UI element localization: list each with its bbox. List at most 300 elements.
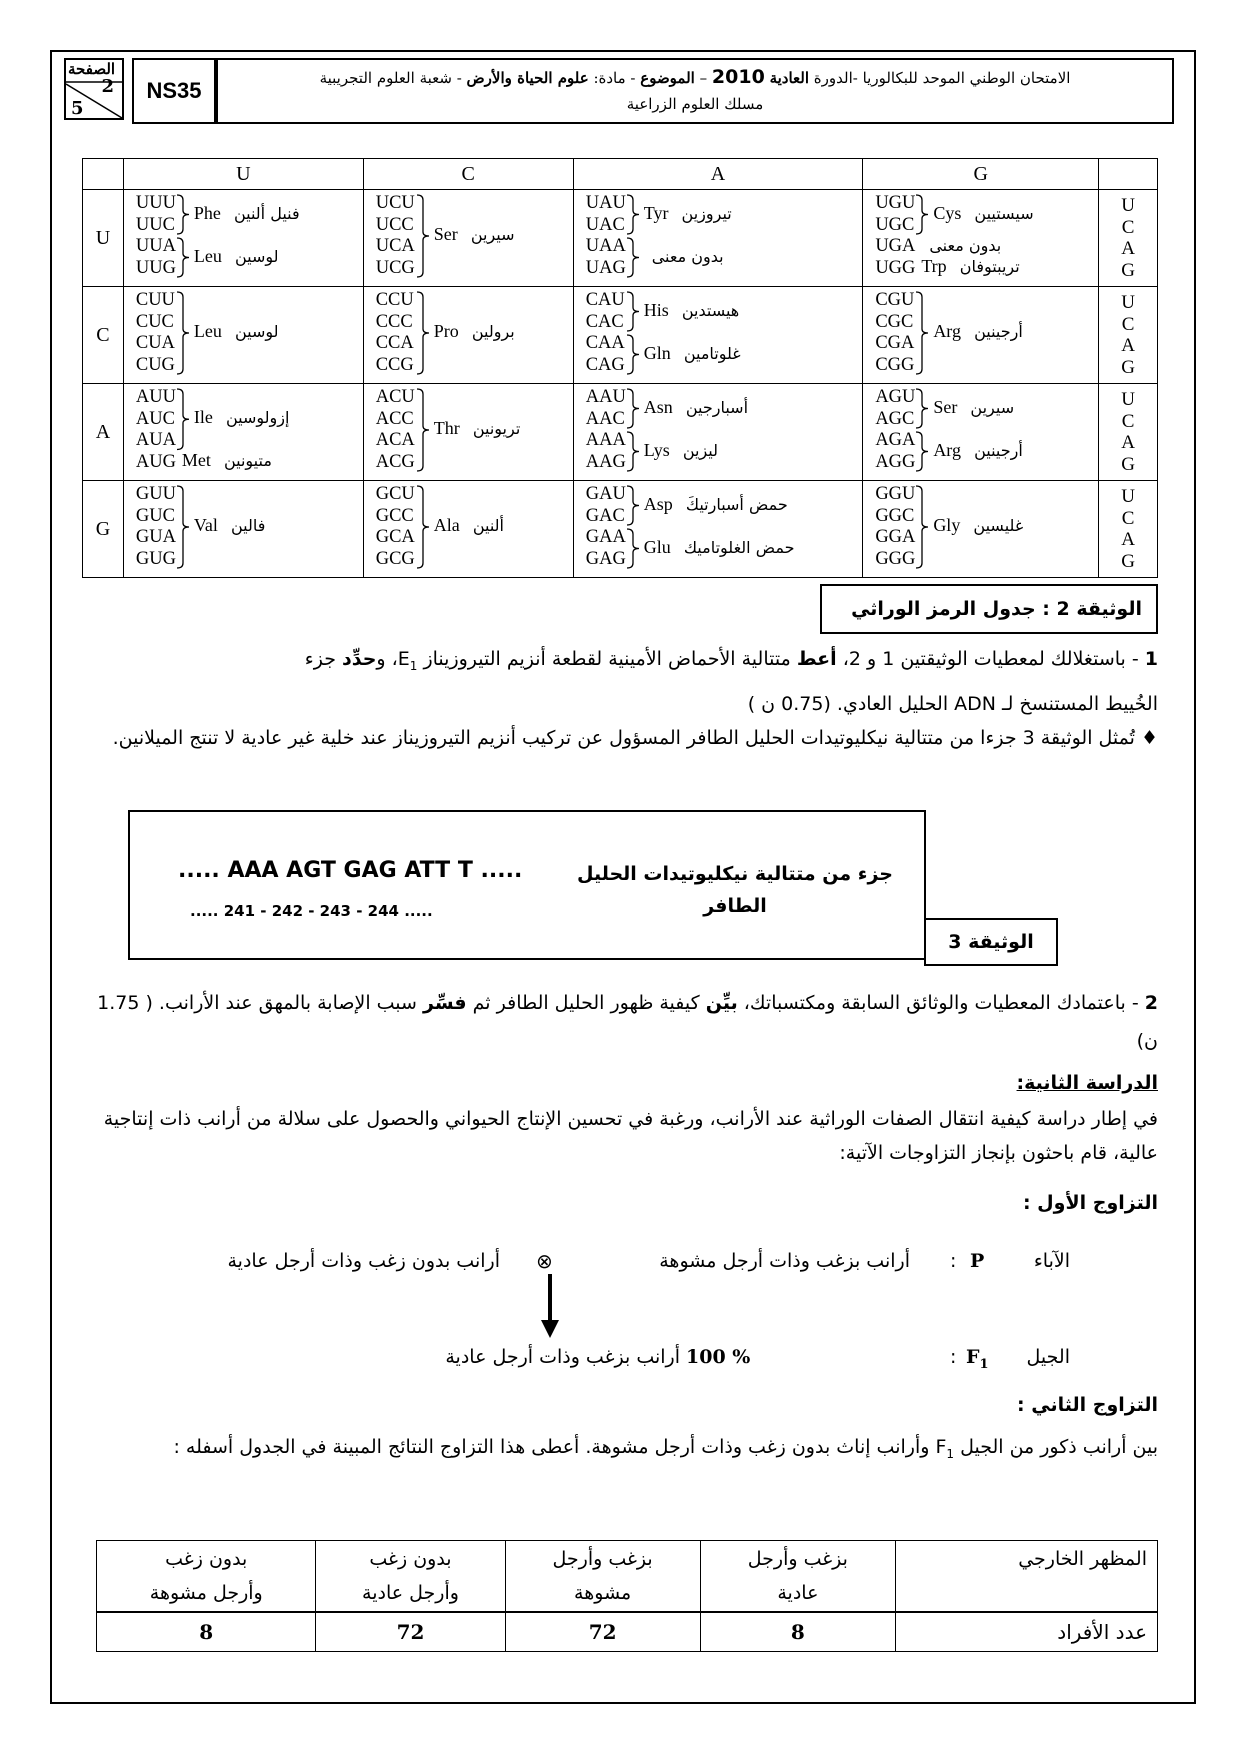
codon: UUG	[135, 257, 176, 278]
brace-icon	[626, 291, 640, 337]
codon-cell	[863, 190, 1099, 287]
amino-acid-name: إزولوسين	[220, 408, 290, 428]
title-part: –	[694, 69, 712, 87]
codon: UCU	[375, 193, 415, 213]
third-base: G	[1121, 453, 1135, 475]
third-base-list	[1099, 287, 1158, 384]
page-num: 2	[101, 76, 114, 97]
study-2	[92, 1064, 1158, 1170]
codon-cell-content	[124, 287, 363, 383]
amino-acid-name: فنيل ألنين	[228, 203, 300, 223]
f1-result: أرانب بزغب وذات أرجل عادية	[445, 1346, 680, 1368]
phenotype-cell	[97, 1541, 316, 1613]
parent-2: أرانب بدون زغب وذات أرجل عادية	[227, 1250, 500, 1272]
q2-text: كيفية ظهور الحليل الطافر ثم	[466, 992, 706, 1014]
phenotype-line: بزغب وأرجل	[747, 1548, 848, 1570]
first-base: G	[83, 481, 124, 578]
first-base: A	[83, 384, 124, 481]
codon: AUG	[135, 451, 176, 472]
q2-number: 2	[1144, 992, 1158, 1014]
codon: UCA	[375, 236, 415, 256]
amino-acid-label	[933, 321, 1023, 342]
codon: AAA	[585, 430, 626, 450]
codon: CUC	[135, 311, 174, 332]
codon-cell	[123, 190, 363, 287]
codon: GGA	[875, 527, 916, 547]
codon: GCU	[375, 484, 415, 504]
count-cell: 8	[700, 1612, 895, 1652]
codon: AUC	[135, 408, 175, 429]
third-base: C	[1121, 313, 1135, 335]
cross-2-text	[92, 1428, 1158, 1473]
first-base: U	[83, 190, 124, 287]
amino-acid-name: تريونين	[467, 419, 521, 438]
col-header: C	[363, 159, 573, 190]
study-2-heading: الدراسة الثانية:	[1016, 1072, 1158, 1094]
third-base: A	[1121, 335, 1135, 356]
codon: GAC	[585, 505, 625, 526]
codon: UGC	[875, 214, 915, 235]
codon-list	[875, 387, 915, 473]
codon-cell-content	[124, 190, 363, 286]
amino-acid-code: Trp	[921, 256, 947, 277]
codon-cell	[863, 287, 1099, 384]
brace-icon	[416, 485, 430, 574]
brace-icon	[915, 431, 929, 477]
title-branch: - شعبة العلوم التجريبية	[319, 69, 467, 87]
codon: GUA	[135, 527, 176, 547]
brace-icon	[176, 237, 190, 283]
codon-cell	[573, 287, 863, 384]
phenotype-cell	[316, 1541, 505, 1613]
page-label: الصفحة	[68, 60, 116, 78]
codon: CCA	[375, 333, 414, 353]
codon-row	[83, 190, 1158, 287]
third-base: U	[1121, 195, 1135, 216]
amino-acid-name: ألنين	[467, 516, 504, 535]
amino-acid-name: حمض أسبارتيكَ	[680, 494, 788, 514]
q2-text: - باعتمادك المعطيات والوثائق السابقة ومكتسباتك،	[737, 992, 1145, 1014]
codon: CGC	[875, 311, 914, 332]
amino-acid-name: أرجينين	[968, 322, 1023, 341]
codon-cell-content	[574, 481, 863, 577]
study-2-text: في إطار دراسة كيفية انتقال الصفات الوراثية عند الأرانب، ورغبة في تحسين الإنتاج الحيواني والحصول على سلالة من أرانب ذات إنتاجية عالية، قام باحثون بإنجاز التزاوجات الآتية:	[103, 1108, 1158, 1164]
amino-acid-label	[933, 203, 1033, 224]
codon-cell	[863, 384, 1099, 481]
codon: CGA	[875, 333, 915, 353]
down-arrow-icon	[540, 1272, 560, 1342]
count-cell: 8	[97, 1612, 316, 1652]
corner-cell	[1099, 159, 1158, 190]
codon-cell-content	[364, 384, 573, 480]
codon: UAA	[585, 236, 626, 256]
colon: :	[950, 1346, 957, 1368]
amino-acid-code: Cys	[933, 202, 962, 223]
title-session: العادية	[769, 69, 810, 87]
codon: CUA	[135, 333, 175, 353]
codon-cell-content	[574, 384, 863, 480]
codon-cell-content	[124, 384, 363, 480]
amino-acid-name: حمض الغلوتاميك	[678, 537, 795, 557]
codon: ACG	[375, 451, 415, 472]
codon-cell	[363, 190, 573, 287]
codon-numbers: ..... 241 - 242 - 243 - 244 .....	[190, 902, 433, 920]
amino-acid-code: Gln	[643, 342, 671, 363]
amino-acid-name: سيرين	[965, 397, 1015, 417]
amino-acid-label	[194, 321, 279, 342]
codon: GUU	[135, 484, 176, 504]
amino-acid-name: بدون معنى	[651, 246, 724, 266]
codon: UUA	[135, 236, 176, 256]
codon: GAU	[585, 484, 626, 504]
brace-icon	[915, 485, 929, 574]
codon-cell	[363, 481, 573, 578]
amino-acid-code: Glu	[643, 536, 671, 557]
amino-acid-label	[194, 407, 290, 428]
amino-acid-name: ليزين	[677, 440, 718, 460]
codon: AGG	[875, 451, 916, 472]
codon: UAC	[585, 214, 625, 235]
phenotype-line: بدون زغب	[369, 1548, 452, 1570]
amino-acid-label	[194, 515, 266, 536]
codon: CAU	[585, 290, 625, 310]
amino-acid-code: Tyr	[643, 202, 669, 223]
brace-icon	[416, 291, 430, 380]
f1-percent: 100 %	[686, 1346, 751, 1368]
amino-acid-label	[644, 300, 740, 321]
amino-acid-name: بدون معنى	[929, 235, 1002, 255]
codon-cell-content	[364, 481, 573, 577]
count-cell: 72	[505, 1612, 700, 1652]
third-base-list	[1099, 481, 1158, 578]
amino-acid-name: سيستيين	[969, 203, 1034, 223]
codon-list	[136, 484, 176, 570]
amino-acid-label	[933, 515, 1023, 536]
codon: ACA	[375, 430, 415, 450]
brace-icon	[915, 388, 929, 434]
amino-acid-label	[644, 246, 724, 267]
codon-list	[136, 290, 175, 376]
third-base: U	[1121, 292, 1135, 313]
codon-cell	[123, 287, 363, 384]
amino-acid-name: سيرين	[465, 225, 515, 244]
codon-cell	[573, 384, 863, 481]
amino-acid-label	[933, 440, 1023, 461]
amino-acid-name: لوسين	[229, 246, 279, 266]
codon-row	[83, 287, 1158, 384]
codon-list	[376, 290, 414, 376]
amino-acid-label	[644, 537, 795, 558]
title-subject: علوم الحياة والأرض	[466, 69, 589, 87]
codon: AGC	[875, 408, 915, 429]
parent-1: أرانب بزغب وذات أرجل مشوهة	[659, 1250, 910, 1272]
amino-acid-name: غليسين	[968, 516, 1024, 535]
q1-text: - باستغلالك لمعطيات الوثيقتين 1 و 2،	[836, 648, 1145, 670]
codon-cell	[363, 287, 573, 384]
count-cell: 72	[316, 1612, 505, 1652]
amino-acid-label	[644, 397, 748, 418]
brace-icon	[626, 528, 640, 574]
amino-acid-name: برولين	[466, 322, 515, 341]
codon: ACU	[375, 387, 415, 407]
q2-verb: فسِّر	[423, 992, 467, 1014]
cross-icon: ⊗	[536, 1249, 553, 1273]
amino-acid-code: Pro	[433, 321, 459, 341]
codon-cell	[363, 384, 573, 481]
codon: AGU	[875, 387, 916, 407]
amino-acid-code: Leu	[193, 321, 222, 341]
codon-cell-content	[574, 287, 863, 383]
phenotype-row	[97, 1541, 1158, 1613]
count-row	[97, 1612, 1158, 1652]
q1-line2: الخُييط المستنسخ لـ ADN الحليل العادي. (0.75 ن )	[747, 692, 1158, 715]
codon: CAA	[585, 333, 625, 353]
amino-acid-label	[921, 256, 1019, 277]
brace-icon	[176, 291, 190, 380]
third-base: A	[1121, 238, 1135, 259]
amino-acid-label	[644, 440, 718, 461]
codon: CGU	[875, 290, 915, 310]
amino-acid-label	[644, 203, 732, 224]
results-table	[96, 1540, 1158, 1652]
codon: CGG	[875, 354, 915, 375]
corner-cell	[83, 159, 124, 190]
codon: UAG	[585, 257, 626, 278]
phenotype-line: بزغب وأرجل	[552, 1548, 653, 1570]
codon: AUA	[135, 430, 176, 450]
cross-2-subscript: 1	[946, 1446, 955, 1461]
q1-text: جزء	[304, 648, 342, 670]
amino-acid-code: Met	[181, 450, 211, 471]
amino-acid-label	[434, 224, 515, 245]
amino-acid-label	[434, 418, 521, 439]
codon: GGG	[875, 548, 916, 569]
amino-acid-code: Leu	[193, 245, 222, 266]
codon: ACC	[375, 408, 414, 429]
codon-cell-content	[863, 384, 1098, 480]
question-1	[92, 640, 1158, 723]
first-base: C	[83, 287, 124, 384]
codon-cell-content	[124, 481, 363, 577]
third-base: G	[1121, 550, 1135, 572]
exam-title	[216, 58, 1174, 124]
codon: CCC	[375, 311, 413, 332]
third-base-list	[1099, 384, 1158, 481]
codon-list	[376, 484, 415, 570]
codon-cell-content	[364, 287, 573, 383]
codon: UCG	[375, 257, 415, 278]
third-base: A	[1121, 432, 1135, 453]
brace-icon	[626, 334, 640, 380]
amino-acid-code: Ser	[433, 224, 458, 244]
cross-1-title: التزاوج الأول :	[1022, 1192, 1158, 1214]
colon: :	[950, 1250, 957, 1272]
third-base: U	[1121, 389, 1135, 410]
amino-acid-code: Asp	[643, 493, 673, 514]
phenotype-cell	[505, 1541, 700, 1613]
cross-2-part: بين أرانب ذكور من الجيل F	[935, 1436, 1158, 1458]
amino-acid-name: فالين	[225, 516, 266, 535]
brace-icon	[626, 388, 640, 434]
brace-icon	[915, 291, 929, 380]
brace-icon	[626, 194, 640, 240]
third-base: A	[1121, 529, 1135, 550]
codon-row	[83, 384, 1158, 481]
codon: AUU	[135, 387, 176, 407]
col-header: A	[573, 159, 863, 190]
phenotype-line: عادية	[777, 1582, 819, 1604]
amino-acid-code: Gly	[933, 515, 961, 535]
codon: UGA	[875, 236, 916, 256]
codon-list	[376, 387, 415, 473]
title-subject-label: الموضوع	[640, 69, 695, 87]
amino-acid-code: Lys	[643, 439, 670, 460]
codon-cell-content	[863, 287, 1098, 383]
mutant-sequence: ..... AAA AGT GAG ATT T .....	[178, 858, 523, 883]
codon-cell	[863, 481, 1099, 578]
amino-acid-name: أرجينين	[968, 440, 1023, 460]
amino-acid-name: لوسين	[229, 322, 279, 341]
phenotype-label: المظهر الخارجي	[896, 1541, 1158, 1613]
third-base: C	[1121, 216, 1135, 238]
codon-cell-content	[863, 190, 1098, 286]
codon: GGU	[875, 484, 916, 504]
doc3-intro: ♦ تُمثل الوثيقة 3 جزءا من متتالية نيكليوتيدات الحليل الطافر المسؤول عن تركيب أنزيم التيروزيناز عند خلية غير عادية لا تنتج الميلانين.	[112, 727, 1158, 749]
codon: AGA	[875, 430, 916, 450]
third-base: U	[1121, 486, 1135, 507]
amino-acid-name: متيونين	[218, 451, 272, 471]
q1-verb: حدِّد	[341, 648, 377, 670]
exam-code: NS35	[132, 58, 216, 124]
codon-cell-content	[574, 190, 863, 286]
q2-verb: بيِّن	[705, 992, 738, 1014]
amino-acid-name: تيروزين	[676, 203, 732, 223]
f1-subscript: 1	[979, 1356, 989, 1372]
amino-acid-code: Phe	[193, 202, 221, 223]
codon-row	[83, 481, 1158, 578]
q1-subscript: 1	[409, 658, 418, 673]
phenotype-cell	[700, 1541, 895, 1613]
brace-icon	[626, 485, 640, 531]
q2-text: سبب الإصابة بالمهق عند الأرانب. ( 1.75 ن)	[97, 992, 1158, 1052]
codon: UGG	[875, 257, 916, 278]
phenotype-line: بدون زغب	[165, 1548, 248, 1570]
phenotype-line: وأرجل مشوهة	[149, 1582, 263, 1604]
amino-acid-name: هيستدين	[676, 300, 740, 320]
codon-cell-content	[863, 481, 1098, 577]
doc3-caption: جزء من متتالية نيكليوتيدات الحليل الطافر	[576, 863, 893, 917]
codon-list	[586, 484, 626, 570]
amino-acid-label	[434, 321, 515, 342]
amino-acid-code: Thr	[433, 418, 460, 438]
codon: CCG	[375, 354, 414, 375]
codon-list	[875, 193, 915, 279]
codon: GCA	[375, 527, 415, 547]
brace-icon	[626, 237, 640, 283]
amino-acid-label	[933, 397, 1014, 418]
third-base: C	[1121, 410, 1135, 432]
amino-acid-name: غلوتامين	[678, 343, 741, 363]
cross-2-title: التزاوج الثاني :	[1017, 1394, 1158, 1416]
codon: GUC	[135, 505, 175, 526]
codon-header-row	[83, 159, 1158, 190]
phenotype-line: وأرجل عادية	[362, 1582, 459, 1604]
amino-acid-code: Arg	[933, 439, 961, 460]
codon: AAU	[585, 387, 626, 407]
amino-acid-code: Ser	[933, 396, 958, 417]
page-total: 5	[71, 98, 84, 119]
title-year: 2010	[711, 66, 765, 88]
f1-label: الجيل	[1026, 1346, 1070, 1368]
codon: UUC	[135, 214, 175, 235]
phenotype-line: مشوهة	[574, 1582, 632, 1604]
page-number-box	[64, 58, 124, 120]
codon: CUU	[135, 290, 175, 310]
amino-acid-code: Ile	[193, 407, 213, 428]
q1-number: 1	[1144, 648, 1158, 670]
third-base-list	[1099, 190, 1158, 287]
q1-text: متتالية الأحماض الأمينية لقطعة أنزيم التيروزيناز E	[397, 648, 797, 670]
title-track: مسلك العلوم الزراعية	[626, 95, 764, 113]
amino-acid-name: تريبتوفان	[954, 257, 1020, 277]
question-2	[92, 984, 1158, 1060]
amino-acid-label	[644, 343, 741, 364]
codon: GCG	[375, 548, 415, 569]
third-base: C	[1121, 507, 1135, 529]
codon: UAU	[585, 193, 626, 213]
doc3-label: الوثيقة 3	[924, 918, 1058, 966]
codon-list	[586, 193, 626, 279]
codon-list	[136, 387, 176, 473]
amino-acid-code: Ala	[433, 515, 460, 535]
codon: UGU	[875, 193, 916, 213]
codon: CAC	[585, 311, 624, 332]
brace-icon	[176, 194, 190, 240]
codon: GGC	[875, 505, 915, 526]
codon: GAA	[585, 527, 626, 547]
col-header: U	[123, 159, 363, 190]
third-base: G	[1121, 356, 1135, 378]
brace-icon	[176, 388, 190, 456]
codon-cell	[123, 481, 363, 578]
codon-list	[136, 193, 176, 279]
codon: GCC	[375, 505, 414, 526]
codon-list	[586, 290, 625, 376]
codon: UCC	[375, 214, 414, 235]
parents-symbol: P	[970, 1250, 985, 1272]
title-part: الامتحان الوطني الموحد للبكالوريا -الدورة	[809, 69, 1071, 87]
q1-text: ، و	[376, 648, 398, 670]
third-base: G	[1121, 259, 1135, 281]
codon-list	[586, 387, 626, 473]
codon-cell	[573, 190, 863, 287]
amino-acid-code: Val	[193, 515, 218, 535]
amino-acid-name: أسبارجين	[680, 397, 749, 417]
amino-acid-label	[921, 235, 1001, 256]
codon: CCU	[375, 290, 414, 310]
brace-icon	[416, 388, 430, 477]
codon: GUG	[135, 548, 176, 569]
codon-cell	[123, 384, 363, 481]
codon: CUG	[135, 354, 175, 375]
f1-symbol	[966, 1338, 989, 1384]
parents-label: الآباء	[1033, 1250, 1070, 1272]
brace-icon	[915, 194, 929, 240]
doc2-caption: الوثيقة 2 : جدول الرمز الوراثي	[820, 584, 1158, 634]
col-header: G	[863, 159, 1099, 190]
amino-acid-label	[182, 450, 272, 471]
amino-acid-code: Arg	[933, 321, 961, 341]
